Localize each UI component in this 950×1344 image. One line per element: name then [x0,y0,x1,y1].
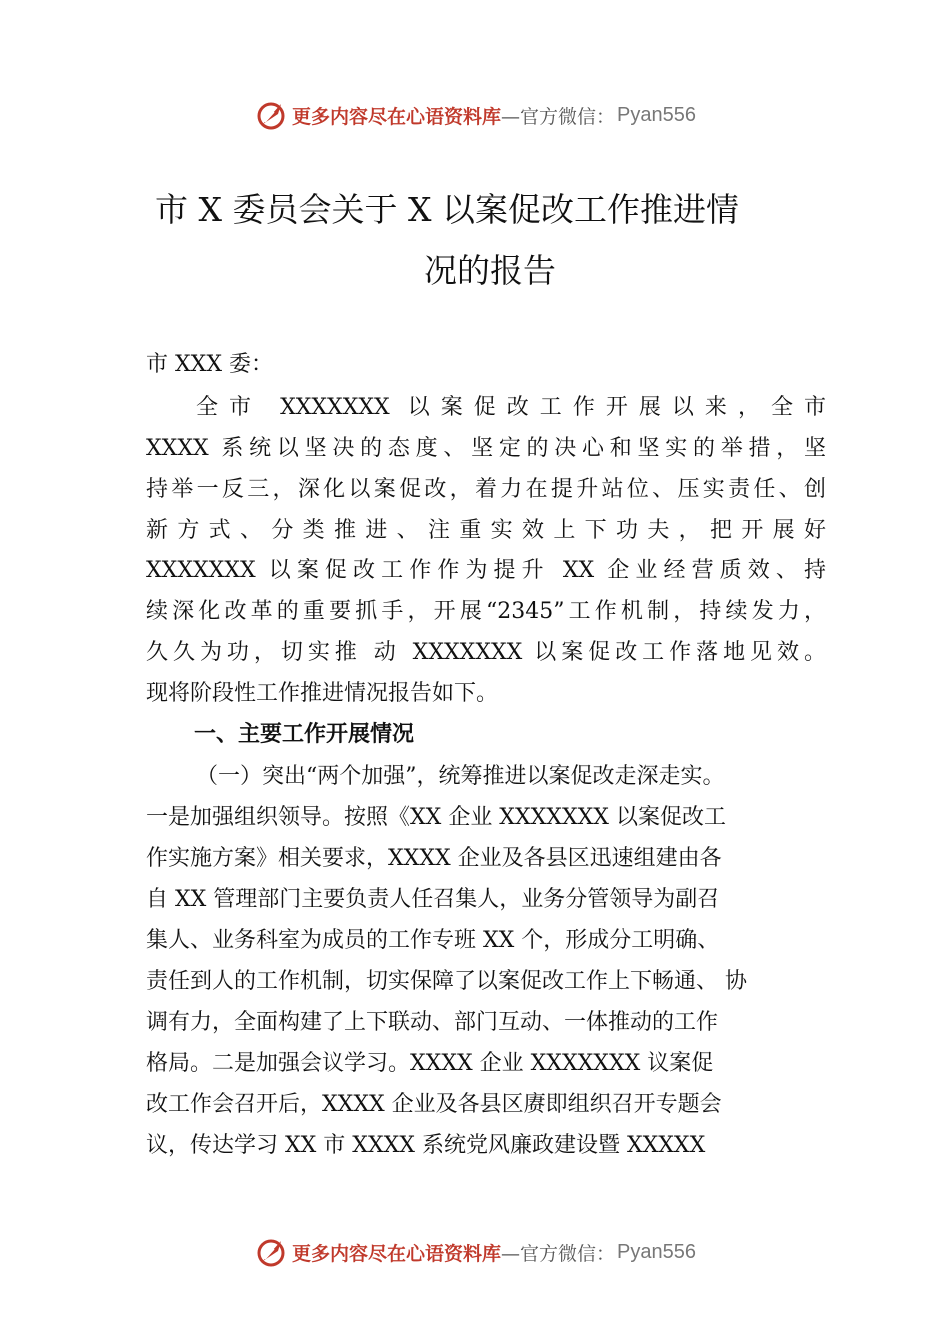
document-title-line1: 市 X 委员会关于 X 以案促改工作推进情 [155,190,739,229]
para2-line: 作实施方案》相关要求，XXXX 企业及各县区迅速组建由各 [146,846,722,871]
watermark-wechat-id: Pyan556 [617,103,696,126]
para2-line: 一是加强组织领导。按照《XX 企业 XXXXXXX 以案促改工 [146,805,726,830]
para1-line: 现将阶段性工作推进情况报告如下。 [146,681,499,706]
para2-line: 集人、业务科室为成员的工作专班 XX 个，形成分工明确、 [146,928,720,953]
para1-line: 久久为功，切实推 动 XXXXXXX 以案促改工作落地见效。 [146,640,826,665]
para1-line: 全市 XXXXXXX 以案促改工作开展以来，全市 [196,395,826,420]
watermark-gray-text: —官方微信： [501,105,616,128]
feather-pen-logo-icon [254,98,288,132]
document-title-line2: 况的报告 [424,251,556,290]
section-heading: 一、主要工作开展情况 [194,722,415,747]
salutation: 市 XXX 委： [146,352,273,377]
para1-line: XXXX 系统以坚决的态度、坚定的决心和坚实的举措，坚 [146,436,826,461]
para1-line: 续深化改革的重要抓手，开展“2345”工作机制，持续发力， [146,599,826,624]
para1-line: XXXXXXX 以案促改工作作为提升 XX 企业经营质效、持 [146,558,826,583]
para2-line: 格局。二是加强会议学习。XXXX 企业 XXXXXXX 议案促 [146,1051,714,1076]
para2-line: （一）突出“两个加强”，统筹推进以案促改走深走实。 [196,764,725,789]
para2-line: 调有力，全面构建了上下联动、部门互动、一体推动的工作 [146,1010,719,1035]
watermark-red-text: 更多内容尽在心语资料库 [292,1242,502,1265]
para1-line: 持举一反三，深化以案促改，着力在提升站位、压实责任、创 [146,477,826,502]
watermark-footer [0,1232,950,1272]
watermark-red-text: 更多内容尽在心语资料库 [292,105,502,128]
watermark-gray-text: —官方微信： [501,1242,616,1265]
para2-line: 责任到人的工作机制，切实保障了以案促改工作上下畅通、 协 [146,969,747,994]
watermark-wechat-id: Pyan556 [617,1240,696,1263]
para2-line: 改工作会召开后，XXXX 企业及各县区赓即组织召开专题会 [146,1092,722,1117]
para1-line: 新方式、分类推进、注重实效上下功夫，把开展好 [146,518,826,543]
para2-line: 自 XX 管理部门主要负责人任召集人，业务分管领导为副召 [146,887,720,912]
watermark-header [0,95,950,135]
para2-line: 议，传达学习 XX 市 XXXX 系统党风廉政建设暨 XXXXX [146,1133,706,1158]
feather-pen-logo-icon [254,1235,288,1269]
